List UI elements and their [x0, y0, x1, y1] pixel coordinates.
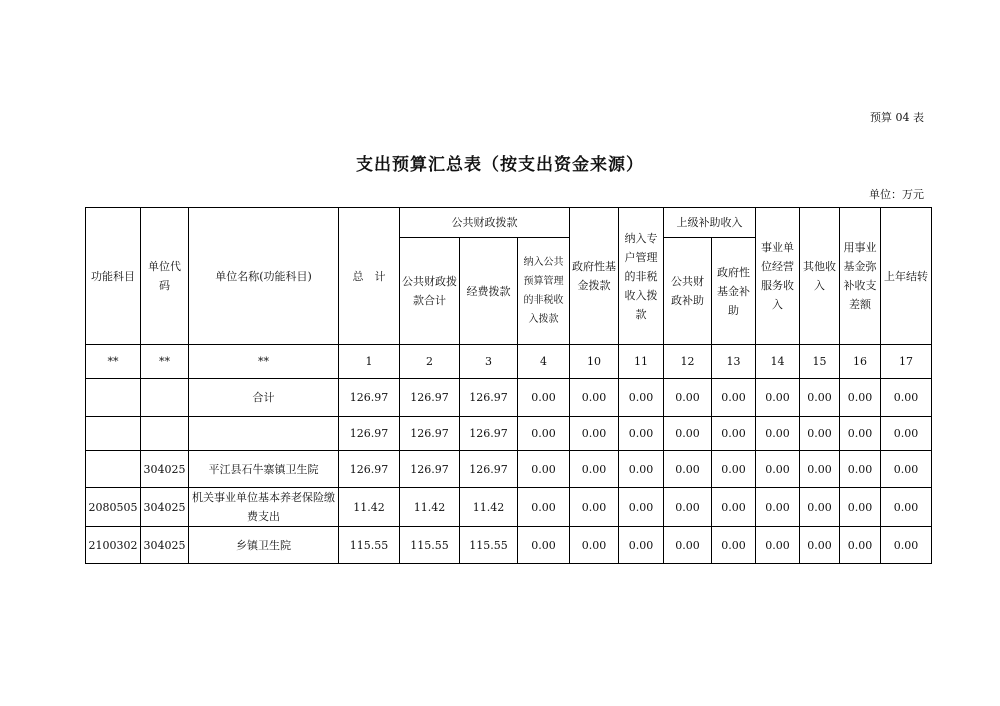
amount-cell: 0.00 — [800, 417, 840, 451]
unit-code-cell — [141, 417, 189, 451]
table-row — [86, 451, 932, 488]
amount-cell: 0.00 — [756, 451, 800, 488]
amount-cell: 0.00 — [800, 379, 840, 417]
index-cell: ** — [141, 345, 189, 379]
amount-cell: 0.00 — [518, 379, 570, 417]
header-gov-fund: 政府性基金拨款 — [570, 208, 619, 345]
amount-cell: 0.00 — [756, 488, 800, 527]
amount-cell: 0.00 — [712, 527, 756, 564]
index-cell: 11 — [619, 345, 664, 379]
amount-cell: 0.00 — [518, 527, 570, 564]
func-code-cell: 2100302 — [86, 527, 141, 564]
form-number: 预算 04 表 — [870, 111, 924, 124]
index-cell: 10 — [570, 345, 619, 379]
index-cell: ** — [189, 345, 339, 379]
header-special-nontax: 纳入专户管理的非税收入拨款 — [619, 208, 664, 345]
amount-cell: 0.00 — [518, 417, 570, 451]
amount-cell: 0.00 — [800, 488, 840, 527]
unit-name-cell: 合计 — [189, 379, 339, 417]
amount-cell: 115.55 — [400, 527, 460, 564]
amount-cell: 11.42 — [339, 488, 400, 527]
header-func-subject: 功能科目 — [86, 208, 141, 345]
table-body — [86, 379, 932, 564]
unit-code-cell: 304025 — [141, 488, 189, 527]
index-cell: ** — [86, 345, 141, 379]
amount-cell: 0.00 — [756, 527, 800, 564]
page-title: 支出预算汇总表（按支出资金来源） — [356, 155, 644, 175]
amount-cell: 0.00 — [881, 527, 932, 564]
amount-cell: 0.00 — [712, 488, 756, 527]
amount-cell: 0.00 — [664, 417, 712, 451]
header-business: 事业单位经营服务收入 — [756, 208, 800, 345]
unit-name-cell: 机关事业单位基本养老保险缴费支出 — [189, 488, 339, 527]
amount-cell: 0.00 — [712, 379, 756, 417]
func-code-cell — [86, 451, 141, 488]
header-carryover: 上年结转 — [881, 208, 932, 345]
amount-cell: 0.00 — [518, 488, 570, 527]
amount-cell: 0.00 — [840, 417, 881, 451]
index-cell: 16 — [840, 345, 881, 379]
unit-code-cell: 304025 — [141, 451, 189, 488]
amount-cell: 126.97 — [339, 379, 400, 417]
index-cell: 17 — [881, 345, 932, 379]
header-unit-code: 单位代码 — [141, 208, 189, 345]
index-cell: 2 — [400, 345, 460, 379]
index-cell: 14 — [756, 345, 800, 379]
budget-table — [85, 207, 932, 564]
amount-cell: 0.00 — [840, 527, 881, 564]
header-superior-gov: 政府性基金补助 — [712, 238, 756, 345]
amount-cell: 0.00 — [881, 451, 932, 488]
amount-cell: 0.00 — [518, 451, 570, 488]
header-operating: 经费拨款 — [460, 238, 518, 345]
amount-cell: 0.00 — [570, 417, 619, 451]
amount-cell: 126.97 — [460, 451, 518, 488]
amount-cell: 0.00 — [619, 488, 664, 527]
amount-cell: 126.97 — [339, 451, 400, 488]
amount-cell: 0.00 — [570, 488, 619, 527]
header-nontax: 纳入公共预算管理的非税收入拨款 — [518, 238, 570, 345]
unit-code-cell: 304025 — [141, 527, 189, 564]
amount-cell: 0.00 — [619, 379, 664, 417]
header-public-finance: 公共财政拨款 — [400, 208, 570, 238]
amount-cell: 126.97 — [400, 451, 460, 488]
table-row — [86, 527, 932, 564]
amount-cell: 0.00 — [800, 451, 840, 488]
header-total: 总 计 — [339, 208, 400, 345]
table-row — [86, 379, 932, 417]
amount-cell: 0.00 — [570, 527, 619, 564]
table-row — [86, 488, 932, 527]
amount-cell: 0.00 — [619, 451, 664, 488]
unit-name-cell — [189, 417, 339, 451]
amount-cell: 0.00 — [881, 488, 932, 527]
amount-cell: 0.00 — [756, 417, 800, 451]
index-cell: 4 — [518, 345, 570, 379]
amount-cell: 0.00 — [840, 488, 881, 527]
amount-cell: 0.00 — [881, 379, 932, 417]
amount-cell: 126.97 — [460, 417, 518, 451]
amount-cell: 0.00 — [664, 527, 712, 564]
amount-cell: 115.55 — [460, 527, 518, 564]
func-code-cell — [86, 417, 141, 451]
amount-cell: 126.97 — [339, 417, 400, 451]
amount-cell: 0.00 — [712, 451, 756, 488]
index-cell: 3 — [460, 345, 518, 379]
amount-cell: 115.55 — [339, 527, 400, 564]
amount-cell: 0.00 — [619, 417, 664, 451]
amount-cell: 0.00 — [619, 527, 664, 564]
index-cell: 12 — [664, 345, 712, 379]
unit-code-cell — [141, 379, 189, 417]
table-row — [86, 417, 932, 451]
amount-cell: 0.00 — [664, 451, 712, 488]
amount-cell: 0.00 — [756, 379, 800, 417]
amount-cell: 0.00 — [570, 451, 619, 488]
header-fund-balance: 用事业基金弥补收支差额 — [840, 208, 881, 345]
amount-cell: 0.00 — [840, 451, 881, 488]
amount-cell: 0.00 — [881, 417, 932, 451]
header-row-1 — [86, 208, 932, 238]
amount-cell: 11.42 — [460, 488, 518, 527]
amount-cell: 0.00 — [570, 379, 619, 417]
func-code-cell — [86, 379, 141, 417]
header-superior-public: 公共财政补助 — [664, 238, 712, 345]
amount-cell: 0.00 — [800, 527, 840, 564]
header-superior: 上级补助收入 — [664, 208, 756, 238]
index-cell: 15 — [800, 345, 840, 379]
unit-label: 单位：万元 — [869, 188, 924, 201]
header-other: 其他收入 — [800, 208, 840, 345]
header-unit-name: 单位名称(功能科目) — [189, 208, 339, 345]
header-public-finance-total: 公共财政拨款合计 — [400, 238, 460, 345]
amount-cell: 0.00 — [664, 379, 712, 417]
index-row — [86, 345, 932, 379]
amount-cell: 11.42 — [400, 488, 460, 527]
func-code-cell: 2080505 — [86, 488, 141, 527]
amount-cell: 126.97 — [400, 379, 460, 417]
index-cell: 13 — [712, 345, 756, 379]
unit-name-cell: 乡镇卫生院 — [189, 527, 339, 564]
amount-cell: 126.97 — [460, 379, 518, 417]
unit-name-cell: 平江县石牛寨镇卫生院 — [189, 451, 339, 488]
amount-cell: 0.00 — [840, 379, 881, 417]
amount-cell: 126.97 — [400, 417, 460, 451]
index-cell: 1 — [339, 345, 400, 379]
amount-cell: 0.00 — [664, 488, 712, 527]
amount-cell: 0.00 — [712, 417, 756, 451]
